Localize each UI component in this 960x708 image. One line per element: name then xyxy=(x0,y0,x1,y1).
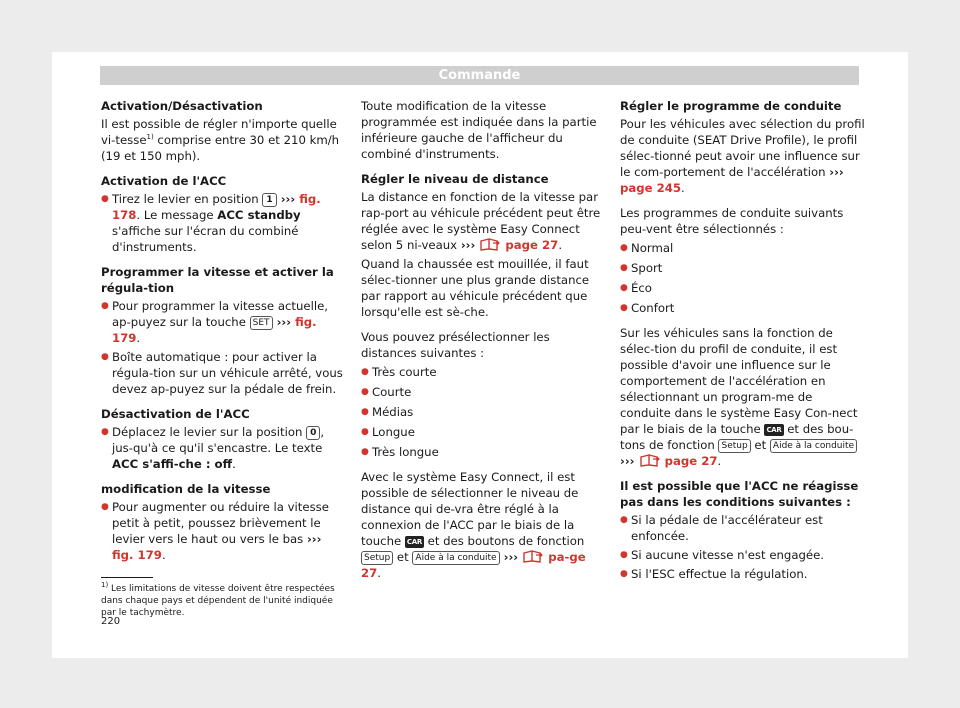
driving-assist-key: Aide à la conduite xyxy=(770,439,857,453)
footnote-divider xyxy=(101,577,153,578)
list-item: ● Si l'ESC effectue la régulation. xyxy=(620,566,865,582)
list-item: ● Si aucune vitesse n'est engagée. xyxy=(620,547,865,563)
heading-driving-program: Régler le programme de conduite xyxy=(620,99,842,113)
paragraph-speed-range: Il est possible de régler n'importe quelle vi-tesse$^{1)}$ comprise entre 30 et 210 km/h (19 et 150 mph). xyxy=(101,117,340,163)
list-item: ● Longue xyxy=(361,424,606,440)
ref-arrow: ››› xyxy=(460,238,480,252)
page-245-link[interactable]: page 245 xyxy=(620,181,682,195)
position-0-badge: 0 xyxy=(306,426,320,440)
paragraph-no-profile: Sur les véhicules sans la fonction de sélec-tion du profil de conduite, il est possible d'avoir une influence sur le comportement de l'accélération en sélectionnant un program-me de conduite dans le système Easy Con-nect par le biais de la touche CAR et des bou-tons de fonction Setup et Aide à la conduite ››› page 27. xyxy=(620,326,858,468)
column-1 xyxy=(101,98,346,572)
heading-distance-level: Régler le niveau de distance xyxy=(361,172,549,186)
paragraph-drive-profile: Pour les véhicules avec sélection du profil de conduite (SEAT Drive Profile), le profil sélec-tionné peut avoir une influence sur le com-portement de l'accélération ››› page 245. xyxy=(620,117,865,195)
heading-program-speed: Programmer la vitesse et activer la régula-tion xyxy=(101,265,334,295)
driving-assist-key: Aide à la conduite xyxy=(412,551,499,565)
list-item: ● Courte xyxy=(361,384,606,400)
heading-acc-activation: Activation de l'ACC xyxy=(101,174,227,188)
setup-key: Setup xyxy=(718,439,750,453)
paragraph-distance-levels: La distance en fonction de la vitesse par rap-port au véhicule précédent peut être réglée avec le système Easy Connect selon 5 ni-veaux ››› page 27. xyxy=(361,190,601,252)
heading-acc-deactivation: Désactivation de l'ACC xyxy=(101,407,250,421)
list-acc-deactivation xyxy=(101,424,346,472)
footnote: $^{1)}$ Les limitations de vitesse doivent être respectées dans chaque pays et dépendent de l'unité indiquée par le tachymètre. xyxy=(101,581,335,618)
ref-arrow: ››› xyxy=(829,165,844,179)
ref-arrow: ››› xyxy=(620,454,639,468)
heading-activation: Activation/Désactivation xyxy=(101,99,263,113)
paragraph-speed-display: Toute modification de la vitesse programmée est indiquée dans la partie inférieure gauche de l'afficheur du combiné d'instruments. xyxy=(361,99,597,161)
list-item: ● Déplacez le levier sur la position 0 , jus-qu'à ce qu'il s'encastre. Le texte ACC s'affi-che : off. xyxy=(101,424,346,472)
list-item: ● Boîte automatique : pour activer la régula-tion sur un véhicule arrêté, vous devez ap-puyez sur la pédale de frein. xyxy=(101,349,346,397)
list-distances xyxy=(361,364,606,460)
book-reference-icon xyxy=(639,454,661,467)
list-acc-activation xyxy=(101,191,346,255)
page-27-link[interactable]: pa-ge 27 xyxy=(361,550,586,580)
position-1-badge: 1 xyxy=(262,193,276,207)
set-key: SET xyxy=(250,316,273,330)
paragraph-preselect: Vous pouvez présélectionner les distances suivantes : xyxy=(361,330,550,360)
ref-arrow: ››› xyxy=(306,532,322,546)
ref-arrow: ››› xyxy=(272,315,296,329)
list-item: ● Si la pédale de l'accélérateur est enfoncée. xyxy=(620,512,865,544)
fig-179-link[interactable]: fig. 179 xyxy=(112,548,162,562)
list-item: ● Médias xyxy=(361,404,606,420)
footnote-ref[interactable]: 1) xyxy=(146,133,154,142)
list-item: ● Sport xyxy=(620,260,865,276)
ref-arrow: ››› xyxy=(499,550,523,564)
list-item: ● Éco xyxy=(620,280,865,296)
heading-acc-no-react: Il est possible que l'ACC ne réagisse pas dans les conditions suivantes : xyxy=(620,479,859,509)
column-3 xyxy=(620,98,865,591)
list-item: ● Tirez le levier en position 1 ››› fig. 178. Le message ACC standby s'affiche sur l'écran du combiné d'instruments. xyxy=(101,191,346,255)
list-programs xyxy=(620,240,865,316)
page-27-link[interactable]: page 27 xyxy=(501,238,559,252)
car-button-icon: CAR xyxy=(766,426,782,434)
list-no-react xyxy=(620,512,865,582)
list-item: ● Pour programmer la vitesse actuelle, ap-puyez sur la touche SET ››› fig. 179. xyxy=(101,298,346,346)
list-speed-change xyxy=(101,499,346,563)
heading-speed-change: modification de la vitesse xyxy=(101,482,271,496)
column-2 xyxy=(361,98,606,590)
car-button-icon: CAR xyxy=(406,538,422,546)
paragraph-easy-connect-distance: Avec le système Easy Connect, il est possible de sélectionner le niveau de distance qui de-vra être réglé à la connexion de l'ACC par le biais de la touche CAR et des boutons de fonction Setup et Aide à la conduite ››› pa-ge 27. xyxy=(361,470,586,580)
book-reference-icon xyxy=(479,238,501,251)
list-item: ● Normal xyxy=(620,240,865,256)
paragraph-programs-intro: Les programmes de conduite suivants peu-vent être sélectionnés : xyxy=(620,206,844,236)
fig-179-link[interactable]: fig. 179 xyxy=(112,315,317,345)
page-27-link[interactable]: page 27 xyxy=(660,454,718,468)
ref-arrow: ››› xyxy=(276,192,300,206)
page-number: 220 xyxy=(101,616,121,627)
paragraph-wet-road: Quand la chaussée est mouillée, il faut sélec-tionner une plus grande distance par rapport au véhicule précédent que lorsqu'elle est sè-che. xyxy=(361,257,590,319)
list-program-speed xyxy=(101,298,346,397)
section-header: Commande xyxy=(100,66,859,85)
list-item: ● Très longue xyxy=(361,444,606,460)
setup-key: Setup xyxy=(361,551,393,565)
book-reference-icon xyxy=(522,550,544,563)
list-item: ● Très courte xyxy=(361,364,606,380)
list-item: ● Confort xyxy=(620,300,865,316)
list-item: ● Pour augmenter ou réduire la vitesse petit à petit, poussez brièvement le levier vers le haut ou vers le bas ››› fig. 179. xyxy=(101,499,346,563)
fig-178-link[interactable]: fig. 178 xyxy=(112,192,321,222)
